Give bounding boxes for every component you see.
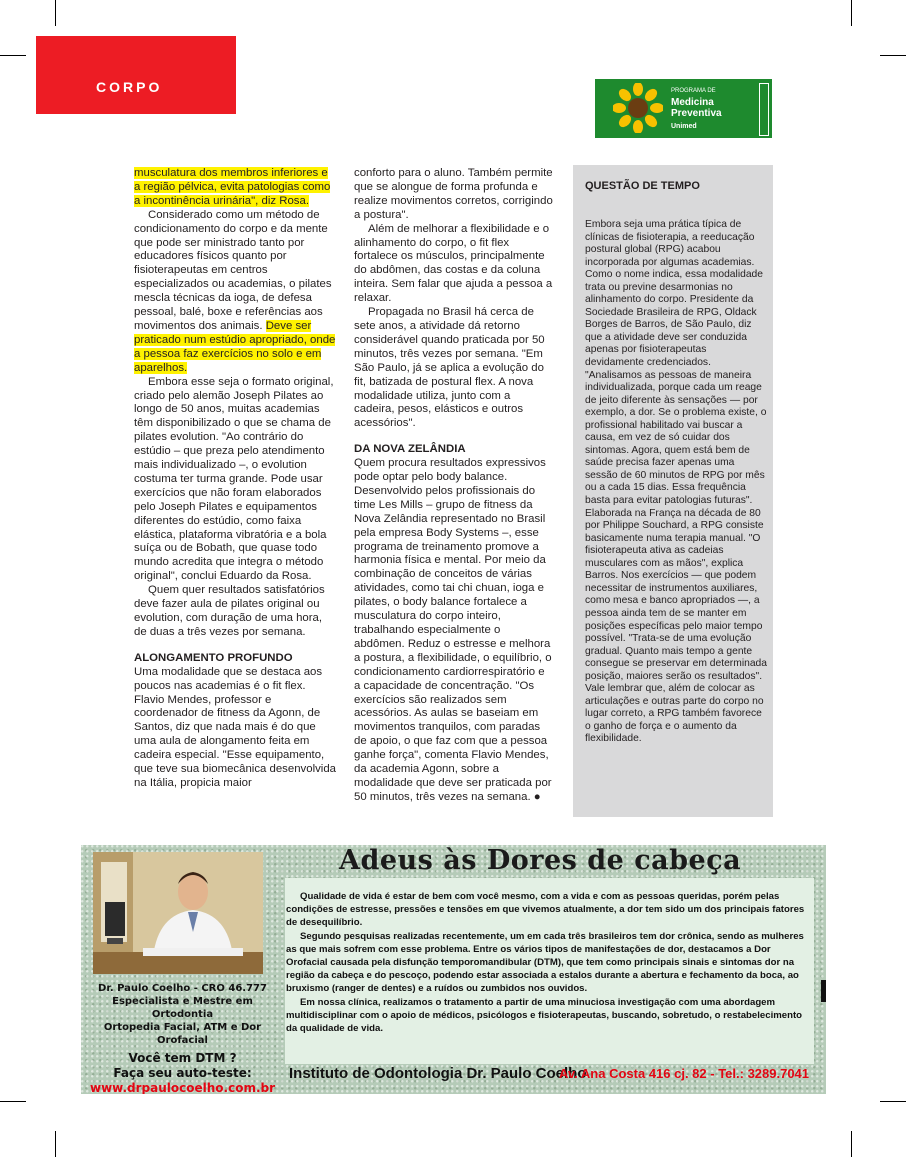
crop-mark	[0, 55, 26, 56]
paragraph: Embora esse seja o formato original, criado pelo alemão Joseph Pilates ao longo de 50 anos, muitas academias têm disponibilizado o que se chama de pilates evolution. "Ao contrário do estúdio – que preza pelo atendimento mais individualizado –, o evolution costuma ter turma grande. Pode usar exercícios que não foram elaborados pelo Joseph Pilates e equipamentos diferentes do estúdio, como faixa elástica, plataforma vibratória e a bola suíça ou de Bobath, que quase todo mundo acredita que integra o método original", conclui Eduardo da Rosa.	[134, 375, 334, 583]
logo-line-preventiva: Preventiva	[671, 108, 722, 119]
advertisement	[81, 845, 826, 1094]
address-phone: Av. Ana Costa 416 cj. 82 - Tel.: 3289.7041	[559, 1066, 810, 1081]
doctor-photo	[93, 852, 263, 974]
crop-mark	[880, 55, 906, 56]
crop-mark	[851, 1131, 852, 1157]
logo-small-line: PROGRAMA DE	[671, 88, 716, 94]
crop-mark	[55, 1131, 56, 1157]
doctor-name: Dr. Paulo Coelho - CRO 46.777	[98, 983, 267, 994]
paragraph: Quem procura resultados expressivos pode optar pelo body balance. Desenvolvido pelos profissionais do time Les Mills – grupo de fitness da Nova Zelândia representado no Brasil pela empresa Body Systems –, esse programa de treinamento promove a harmonia física e mental. Por meio da combinação de conceitos de várias atividades, como tai chi chuan, ioga e pilates, o body balance fortalece a musculatura do corpo inteiro, trabalhando especialmente o abdômen. Reduz o estresse e melhora a postura, a flexibilidade, o equilíbrio, o condicionamento cardiorrespiratório e a capacidade de concentração. "Os exercícios são realizados sem acessórios. As aulas se baseiam em movimentos tranquilos, com paradas de apoio, o que faz com que a pessoa ganhe força", comenta Flavio Mendes, da academia Agonn, sobre a modalidade que deve ser praticada por 50 minutos, três vezes na semana. ●	[354, 457, 552, 803]
article-column-2	[354, 167, 554, 805]
paragraph: Propagada no Brasil há cerca de sete anos, a atividade dá retorno considerável quando praticada por 50 minutos, três vezes por semana. "Em São Paulo, já se aplica a evolução do fit, batizada de postural flex. A nova modalidade utiliza, junto com a cadeira, pesos, elásticos e outros acessórios".	[354, 306, 545, 430]
subheading: DA NOVA ZELÂNDIA	[354, 443, 466, 456]
crop-mark	[0, 1101, 26, 1102]
doctor-illustration	[93, 852, 263, 974]
paragraph	[134, 209, 336, 376]
doctor-info	[81, 982, 284, 1094]
doctor-specialty: Ortopedia Facial, ATM e Dor Orofacial	[103, 1022, 262, 1046]
ad-body-text	[286, 890, 813, 1035]
section-label: CORPO	[96, 79, 163, 95]
paragraph-text: Considerado como um método de condicionamento do corpo e da mente que pode ser ministrado tanto por educadores físicos quanto por fisioterapeutas em centros especializados ou academias, o pilates mescla técnicas da ioga, de defesa pessoal, balé, boxe e referências aos movimentos dos animais.	[134, 208, 332, 332]
logo-line-medicina: Medicina	[671, 97, 714, 108]
self-test-cta: Faça seu auto-teste:	[113, 1066, 252, 1080]
logo-line-unimed: Unimed	[671, 123, 697, 130]
paragraph: conforto para o aluno. Também permite que se alongue de forma profunda e realize movimentos corretos, corrigindo a postura".	[354, 167, 553, 221]
paragraph: Segundo pesquisas realizadas recentemente, um em cada três brasileiros tem dor crônica, sendo as mulheres as que mais sofrem com esse problema. Entre os vários tipos de manifestações de dor, destacamos a Dor Orofacial causada pela disfunção temporomandibular (DTM), que tem como principais sinais e sintomas dor na região da cabeça e do pescoço, podendo estar associada a estalos durante a abertura e fechamento da boca, ao bruxismo (ranger de dentes) e a ruídos ou zumbidos nos ouvidos.	[286, 930, 804, 995]
website-link[interactable]: www.drpaulocoelho.com.br	[89, 1081, 276, 1094]
ad-edge-marker	[821, 980, 826, 1002]
paragraph	[134, 167, 336, 209]
highlighted-text: Deve ser praticado num estúdio apropriado, onde a pessoa faz exercícios no solo e em aparelhos.	[134, 319, 336, 374]
doctor-specialty: Especialista e Mestre em Ortodontia	[112, 996, 253, 1020]
paragraph: Qualidade de vida é estar de bem com você mesmo, com a vida e com as pessoas queridas, porém pelas condições de estresse, pressões e tensões em que vivemos atualmente, a dor tem sido um dos principais fatores de desequilíbrio.	[286, 891, 805, 929]
institute-name: Instituto de Odontologia Dr. Paulo Coelho	[289, 1065, 587, 1082]
paragraph: Quem quer resultados satisfatórios deve fazer aula de pilates original ou evolution, com duração de uma hora, de duas a três vezes por semana.	[134, 584, 325, 638]
highlighted-text: musculatura dos membros inferiores e a região pélvica, evita patologias como a incontinência urinária", diz Rosa.	[134, 167, 331, 207]
crop-mark	[880, 1101, 906, 1102]
dtm-question: Você tem DTM ?	[128, 1051, 237, 1065]
paragraph: Além de melhorar a flexibilidade e o alinhamento do corpo, o fit flex fortalece os músculos, principalmente do abdômen, das costas e da coluna inteira. Sem falar que ajuda a pessoa a relaxar.	[354, 222, 553, 305]
subheading: ALONGAMENTO PROFUNDO	[134, 651, 293, 664]
logo-side-strip	[759, 83, 769, 136]
paragraph: Uma modalidade que se destaca aos poucos nas academias é o fit flex. Flavio Mendes, professor e coordenador de fitness da Agonn, de Santos, diz que nada mais é do que uma aula de alongamento feita em cadeira especial. "Esse equipamento, que teve sua biomecânica desenvolvida na Itália, propicia maior	[134, 665, 337, 789]
article-column-1	[134, 167, 336, 791]
paragraph: Embora seja uma prática típica de clínicas de fisioterapia, a reeducação postural global (RPG) acabou incorporada por algumas academias. Como o nome indica, essa modalidade trata ou previne desarmonias no alinhamento do corpo. Presidente da Sociedade Brasileira de RPG, Oldack Borges de Barros, de São Paulo, diz que a atividade deve ser conduzida apenas por fisioterapeutas devidamente credenciados. "Analisamos as pessoas de maneira individualizada, porque cada um reage de jeito diferente às sensações — por exemplo, a dor. Se o problema existe, o profissional habilitado vai buscar a causa, em vez de só cuidar dos sintomas. Agora, quem está bem de saúde precisa fazer apenas uma sessão de 60 minutos de RPG por mês ou a cada 15 dias. Essa frequência basta para evitar patologias futuras". Elaborada na França na década de 80 por Philippe Souchard, a RPG consiste basicamente numa terapia manual. "O fisioterapeuta ativa as cadeias musculares com as mãos", explica Barros. Nos exercícios — que podem necessitar de instrumentos auxiliares, como mesa e banco apropriados —, a pessoa ainda tem de se manter em posições específicas pelo maior tempo possível. "Trata-se de uma evolução gradual. Quanto mais tempo a gente consegue se preservar em determinada posição, maiores serão os resultados". Vale lembrar que, além de colocar as articulações e outras parte do corpo no lugar correto, a RPG também favorece o ganho de força e o aumento da flexibilidade.	[585, 219, 768, 745]
logo-wordmark	[671, 86, 722, 132]
medicina-preventiva-logo	[595, 79, 772, 138]
sidebar-title: QUESTÃO DE TEMPO	[585, 180, 700, 192]
section-color-bar	[36, 36, 236, 114]
sunflower-icon	[613, 83, 663, 133]
ad-headline: Adeus às Dores de cabeça	[339, 845, 742, 876]
paragraph: Em nossa clínica, realizamos o tratamento a partir de uma minuciosa investigação com uma abordagem multidisciplinar com o apoio de médicos, psicólogos e fisioterapeutas, buscando, sobretudo, o restabelecimento da qualidade de vida.	[286, 996, 803, 1035]
sidebar-text	[585, 219, 767, 746]
crop-mark	[55, 0, 56, 26]
crop-mark	[851, 0, 852, 26]
sidebar-box	[573, 165, 773, 817]
